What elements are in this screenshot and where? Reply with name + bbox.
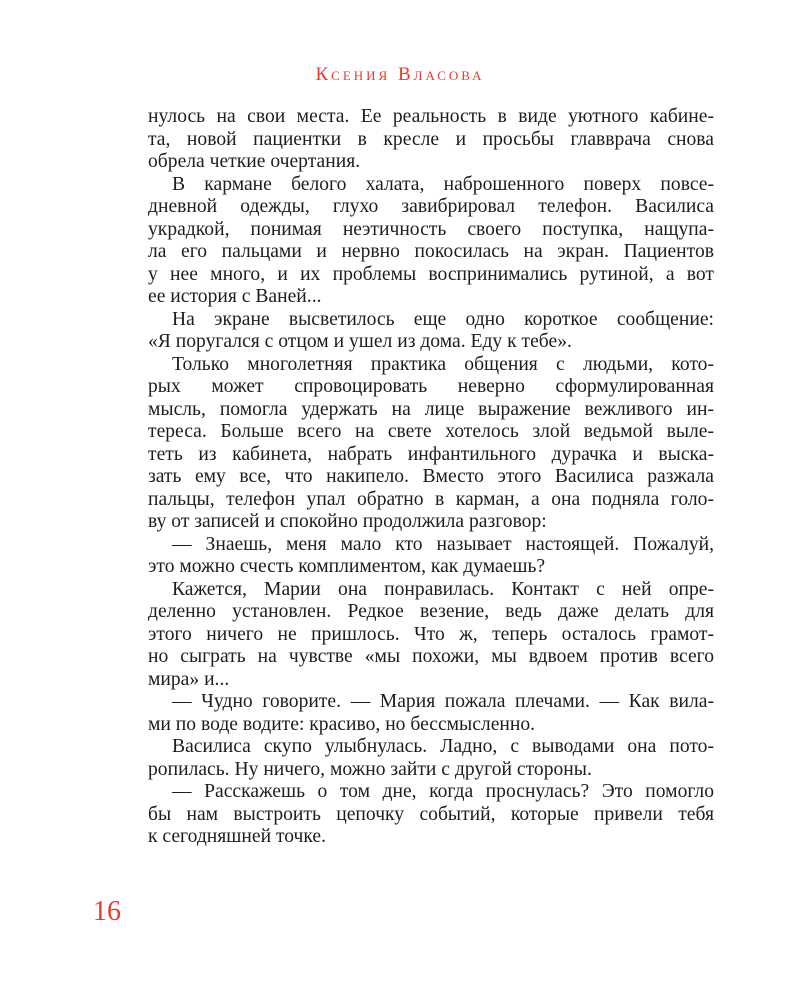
text-line: ву от записей и спокойно продолжила разговор: (148, 511, 547, 532)
text-line: ла его пальцами и нервно покосилась на экран. Пациентов (148, 241, 714, 262)
text-line: та, новой пациентки в кресле и просьбы главврача снова (148, 128, 714, 150)
text-line: дневной одежды, глухо завибрировал телефон. Василиса (148, 196, 714, 217)
running-head: Ксения Власова (315, 64, 485, 85)
text-line: тереса. Больше всего на свете хотелось злой ведьмой выле- (148, 421, 714, 442)
body-text (148, 106, 714, 849)
text-line: — Расскажешь о том дне, когда проснулась? Это помогло (172, 781, 714, 802)
text-line: пальцы, телефон упал обратно в карман, а она подняла голо- (148, 488, 714, 510)
text-line: рых может спровоцировать неверно сформулированная (148, 376, 714, 397)
text-line: Только многолетняя практика общения с людьми, кото- (172, 353, 714, 375)
text-line: На экране высветилось еще одно короткое сообщение: (172, 308, 714, 330)
text-line: зать ему все, что накипело. Вместо этого Василиса разжала (148, 466, 714, 487)
text-line: украдкой, понимая неэтичность своего поступка, нащупа- (148, 218, 714, 240)
text-line: обрела четкие очертания. (148, 151, 361, 172)
text-line: у нее много, и их проблемы воспринимались рутиной, а вот (148, 263, 714, 285)
text-line: Василиса скупо улыбнулась. Ладно, с выводами она пото- (172, 736, 714, 757)
text-line: бы нам выстроить цепочку событий, которые привели тебя (148, 803, 714, 825)
text-line: к сегодняшней точке. (148, 826, 327, 847)
text-line: деленно установлен. Редкое везение, ведь даже делать для (148, 601, 714, 622)
text-line: это можно счесть комплиментом, как думаешь? (148, 556, 546, 577)
text-line: но сыграть на чувстве «мы похожи, мы вдвоем против всего (148, 646, 714, 667)
text-line: ми по воде водите: красиво, но бессмысленно. (148, 713, 536, 735)
text-line: — Знаешь, меня мало кто называет настоящей. Пожалуй, (172, 533, 714, 555)
text-line: «Я поругался с отцом и ушел из дома. Еду к тебе». (148, 331, 572, 352)
text-line: этого ничего не пришлось. Что ж, теперь осталось грамот- (148, 623, 714, 645)
text-line: ее история с Ваней... (148, 286, 322, 307)
text-line: мысль, помогла удержать на лице выражение вежливого ин- (148, 398, 714, 420)
text-line: теть из кабинета, набрать инфантильного дурачка и выска- (148, 443, 714, 465)
text-line: мира» и... (148, 668, 230, 690)
text-line: Кажется, Марии она понравилась. Контакт с ней опре- (172, 578, 714, 600)
text-line: ропилась. Ну ничего, можно зайти с другой стороны. (148, 758, 592, 780)
text-line: В кармане белого халата, наброшенного поверх повсе- (172, 173, 714, 195)
text-line: нулось на свои места. Ее реальность в виде уютного кабине- (148, 106, 714, 127)
text-line: — Чудно говорите. — Мария пожала плечами. — Как вила- (172, 691, 714, 712)
page-number: 16 (93, 896, 121, 927)
